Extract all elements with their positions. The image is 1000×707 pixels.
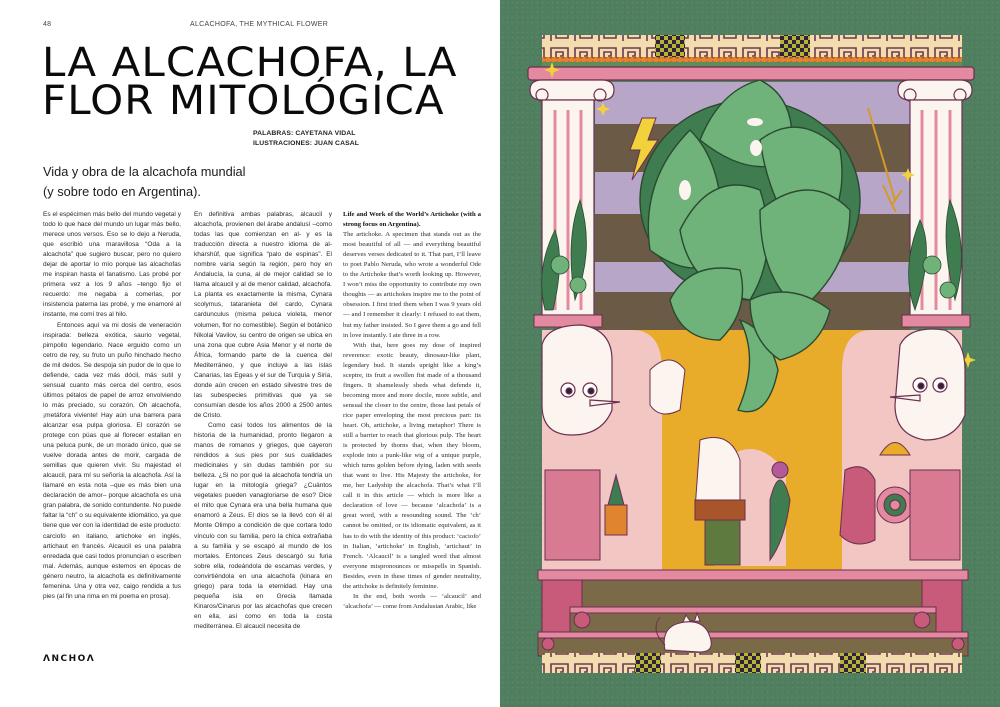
temple-artichoke-illustration: [500, 0, 1000, 707]
article-deck: [43, 162, 246, 202]
text-column-3-english: [343, 210, 481, 612]
deck-line-1: Vida y obra de la alcachofa mundial: [43, 164, 246, 179]
temple-steps: [538, 570, 968, 656]
article-title: [42, 40, 483, 124]
magazine-logo: ΛNCHOΛ: [43, 654, 96, 664]
paragraph: Como casi todos los alimentos de la historia de la humanidad, pronto llegaron a manos de romanos y griegos, que cayeron rendidos a sus pies por sus cualidades medicinales y sin dudas también por su belleza. ¿Si no por qué la alcachofa tendría un lugar en la mitología griega? ¿Cuántos vegetales pueden vanagloriarse de eso? Dice el mito que Cynara era una bella humana que enamoró a Zeus. El dios se la llevó con él al Monte Olimpo a condición de que cortara todo vínculo con su familia, pero la chica extrañaba a su familia y se escapó al mundo de los mortales. Entonces Zeus descargó su furia sobre ella, rodeándola de escamas verdes, y convirtiéndola en una alcachofa (kinara en griego) para toda la eternidad. Hay una pequeña isla en Grecia llamada Kinaros/Cinarus por las alcachofas que crecen en ella, así como en toda la costa mediterránea. El alcaucil necesita de: [194, 421, 332, 630]
title-line-2: FLOR MITOLÓGICA: [42, 78, 445, 124]
deck-line-2: (y sobre todo en Argentina).: [43, 184, 201, 199]
right-statue-head: [890, 329, 965, 440]
paragraph: Es el espécimen más bello del mundo vegetal y todo lo que hace del mundo un lugar más bello, merece unos versos. Eso se lo dejo a Neruda, que escribió una maravillosa “Oda a la alcachofa” que sugiero buscar, pero no quiero dejar de aportar lo mío porque las alcachofas me inspiran hasta el fanatismo. Las probé por primera vez a los 9 años –tengo fijo el recuerdo: me negaba a comerlas, por insistencia paterna las probé, y me enamoré al instante, me comí tres al hilo.: [43, 211, 181, 319]
title-line-1: LA ALCACHOFA, LA: [42, 40, 458, 86]
byline-words: PALABRAS: CAYETANA VIDAL: [253, 130, 356, 137]
paragraph: In the end, both words — ‘alcaucil’ and ‘alcachofa’ — come from Andalusian Arabic, like: [343, 592, 481, 610]
text-column-1: [43, 210, 181, 602]
paragraph: Entonces aquí va mi dosis de veneración inspirada: belleza exótica, saurio vegetal, pimpollo legendario. Nace erguido como un cetro de rey, su fruto un puño hinchado hecho de mil dedos. Se despoja sin pudor de lo que lo defiende, cada vez más dócil, más sutil y sensual cuanto más cerca del centro, esos últimos pétalos de papel de arroz envolviendo lo más preciado, su corazón. Oh alcachofa, ¡metáfora viviente! Hay aún una barrera para alcanzar esa pulpa gloriosa. El corazón se protege con púas que al florecer estallan en una peluca punk, de un morado único, que se vuelve dorada antes de morir, cargada de semillas que quieren vivir. Su majestad el alcaucil, para mí su señoría la alcachofa. Así la llamaré en esta nota –que es más bien una declaración de amor– porque alcachofa es una gran palabra, de sonido contundente. No puede faltar la “ch” o su equivalente idiomático, ya que tiene que ver con la identidad de este producto: carciofo en italiano, artichoke en inglés, artichaut en francés. Alcaucil es una palabra enredada que casi todos pronuncian o escriben mal. Además, aunque estemos en épocas de género neutro, la alcachofa es definitivamente femenina. Una y otra vez, caigo rendida a tus pies (al fin una rima en mi poema en prosa).: [43, 321, 181, 600]
page-number: 48: [43, 21, 52, 28]
running-head: ALCACHOFA, THE MYTHICAL FLOWER: [190, 21, 329, 28]
paragraph: En definitiva ambas palabras, alcaucil y alcachofa, provienen del árabe andalusí –como todas las que comienzan en al- y es la traducción directa a nuestro idioma de al-kharshûf, que significa “palo de espinas”. El nombre varía según la región, pero hoy en Andalucía, la cuna, al de mejor calidad se lo llama alcaucil y al de menor calidad, alcachofa. La planta es exactamente la misma, Cynara scolymus, tataranieta del cardo, Cynara cardunculus (misma peluca violeta, menor volumen, flor no comestible). Según el botánico Nikolai Vavilov, su centro de origen se ubica en una zona que cubre Asia Menor y el norte de África, formando parte de la cuenca del Mediterráneo, y que incluye a las islas Canarias, las Egeas y el sur de Turquía y Siria, donde aún crecen en estado silvestre tres de las subespecies primitivas que ya se consumían desde los años 2000 a 2500 antes de Cristo.: [194, 211, 332, 419]
byline-illustrations: ILUSTRACIONES: JUAN CASAL: [253, 140, 359, 147]
paragraph: With that, here goes my dose of inspired reverence: exotic beauty, dinosaur-like plant, legendary bud. It stands upright like a king’s sceptre, its fruit a swollen fist made of a thousand fingers. It shamelessly sheds what defends it, becoming more and more docile, more subtle, and sensual the closer to the centre, those last petals of rice paper enveloping the most precious part: its heart. Oh, artichoke, a living metaphor! There is still a barrier to reach that glorious pulp. The heart is protected by thorns that, when they bloom, explode into a punk-like wig of a unique purple, which turns golden before dying, laden with seeds that want to live. His Majesty the artichoke, for me, her Ladyship the alcachofa. That’s what I’ll call it in this article — which is more like a declaration of love — because ‘alcachofa’ is a great word, with a resounding sound. The ‘ch’ cannot be omitted, or its idiomatic equivalent, as it has to do with the identity of this product: ‘caciofo’ in Italian, ‘artichoke’ in English, ‘artichaut’ in French. ‘Alcaucil’ is a tangled word that almost everyone mispronounces or misspells in Spanish. Besides, even in these times of gender neutrality, the artichoke is definitely feminine.: [343, 341, 481, 590]
bottom-frieze: [542, 653, 962, 673]
paragraph: The artichoke. A specimen that stands out as the most beautiful of all — and everything beautiful deserves verses dedicated to it. That part, I’ll leave to poet Pablo Neruda, who wrote a wonderful Ode to the Artichoke that’s worth looking up. However, I won’t miss the opportunity to contribute my own thoughts — as artichokes inspire me to the point of obsession. I first tried them when I was 9 years old — and I remember it clearly: I refused to eat them, but my father insisted. So I gave them a go and fell in love instantly. I ate three in a row.: [343, 231, 481, 339]
right-page-illustration: [500, 0, 1000, 707]
top-frieze: [542, 35, 962, 67]
byline: [253, 129, 359, 149]
architrave: [528, 67, 974, 80]
text-column-2: [194, 210, 332, 632]
english-heading: Life and Work of the World’s Artichoke (with a strong focus on Argentina).: [343, 211, 481, 229]
